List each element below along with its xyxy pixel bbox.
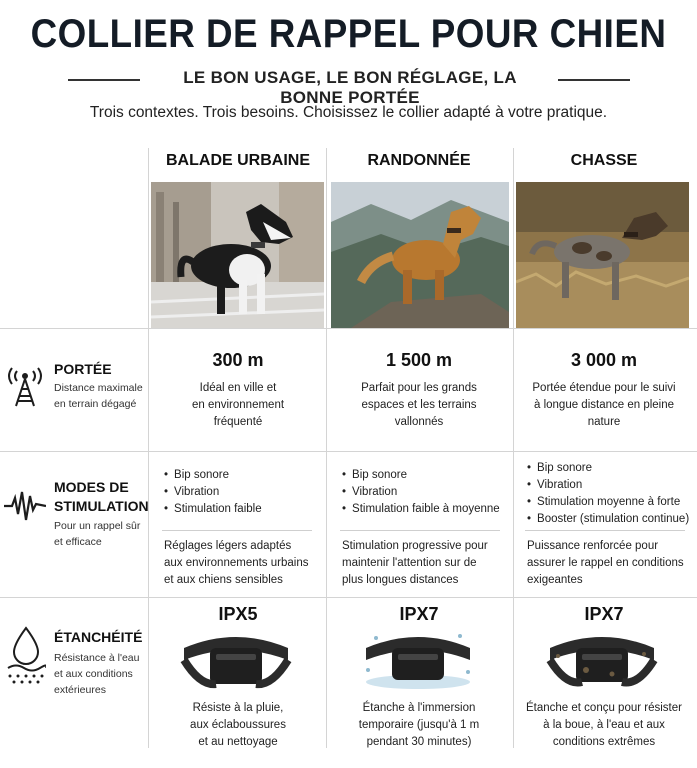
grid-vline — [148, 148, 149, 748]
grid-vline — [326, 148, 327, 748]
range-value-urban: 300 m — [212, 350, 264, 370]
list-item: • Stimulation moyenne à forte — [527, 494, 689, 511]
grid-hline — [0, 451, 697, 452]
waterproof-text-urban: Résiste à la pluie, aux éclaboussures et au nettoyage — [190, 702, 286, 748]
hiking-dog-photo — [331, 182, 509, 328]
page-title: COLLIER DE RAPPEL POUR CHIEN — [30, 12, 667, 56]
column-header-hunting: CHASSE — [570, 152, 638, 169]
modes-note-urban: Réglages légers adaptés aux environnements urbains et aux chiens sensibles — [164, 540, 309, 586]
list-item: • Vibration — [164, 484, 262, 501]
range-text-hunting: Portée étendue pour le suivi à longue distance en pleine nature — [532, 382, 676, 428]
column-header-hiking: RANDONNÉE — [367, 152, 471, 169]
list-item: • Vibration — [342, 484, 500, 501]
collar-image-urban — [180, 630, 292, 697]
antenna-icon — [6, 360, 44, 413]
list-item: • Booster (stimulation continue) — [527, 511, 689, 528]
waterproof-text-hiking: Étanche à l'immersion temporaire (jusqu'à 1 m pendant 30 minutes) — [358, 702, 480, 748]
waterproof-rating-hiking: IPX7 — [399, 604, 439, 624]
range-title: PORTÉE — [54, 361, 112, 377]
cell-divider — [525, 530, 685, 531]
grid-vline — [513, 148, 514, 748]
grid-hline — [0, 328, 697, 329]
page-subtitle: LE BON USAGE, LE BON RÉGLAGE, LA BONNE PORTÉE — [183, 68, 517, 107]
urban-dog-photo — [151, 182, 324, 328]
waterproof-rating-urban: IPX5 — [218, 604, 258, 624]
subtitle-divider-left — [68, 79, 140, 81]
collar-image-hiking — [362, 630, 474, 697]
subtitle-divider-right — [558, 79, 630, 81]
modes-list-urban — [164, 467, 262, 518]
waterproof-description: Résistance à l'eau et aux conditions extérieures — [54, 652, 140, 696]
modes-title: MODES DE STIMULATION — [54, 479, 149, 514]
column-header-urban: BALADE URBAINE — [166, 152, 310, 169]
range-value-hiking: 1 500 m — [385, 350, 453, 370]
list-item: • Bip sonore — [527, 460, 689, 477]
intro-text: Trois contextes. Trois besoins. Choisissez le collier adapté à votre pratique. — [89, 104, 608, 121]
modes-note-hiking: Stimulation progressive pour maintenir l'attention sur de plus longues distances — [342, 540, 488, 586]
modes-description: Pour un rappel sûr et efficace — [54, 520, 141, 548]
water-drop-icon — [6, 626, 46, 693]
modes-list-hiking — [342, 467, 500, 518]
modes-note-hunting: Puissance renforcée pour assurer le rappel en conditions exigeantes — [527, 540, 684, 586]
collar-image-hunting — [546, 630, 658, 697]
subtitle-row — [0, 68, 697, 107]
waterproof-text-hunting: Étanche et conçu pour résister à la boue, à l'eau et aux conditions extrêmes — [526, 702, 682, 748]
list-item: • Bip sonore — [342, 467, 500, 484]
list-item: • Stimulation faible — [164, 501, 262, 518]
list-item: • Bip sonore — [164, 467, 262, 484]
grid-hline — [0, 597, 697, 598]
modes-list-hunting — [527, 460, 689, 528]
waterproof-rating-hunting: IPX7 — [584, 604, 624, 624]
list-item: • Stimulation faible à moyenne — [342, 501, 500, 518]
waterproof-title: ÉTANCHÉITÉ — [54, 629, 143, 645]
hunting-dog-photo — [516, 182, 689, 328]
pulse-wave-icon — [4, 490, 46, 527]
list-item: • Vibration — [527, 477, 689, 494]
range-value-hunting: 3 000 m — [570, 350, 638, 370]
cell-divider — [340, 530, 500, 531]
range-description: Distance maximale en terrain dégagé — [54, 382, 143, 410]
range-text-urban: Idéal en ville et en environnement fréquenté — [191, 382, 285, 428]
cell-divider — [162, 530, 312, 531]
range-text-hiking: Parfait pour les grands espaces et les terrains vallonnés — [361, 382, 477, 428]
